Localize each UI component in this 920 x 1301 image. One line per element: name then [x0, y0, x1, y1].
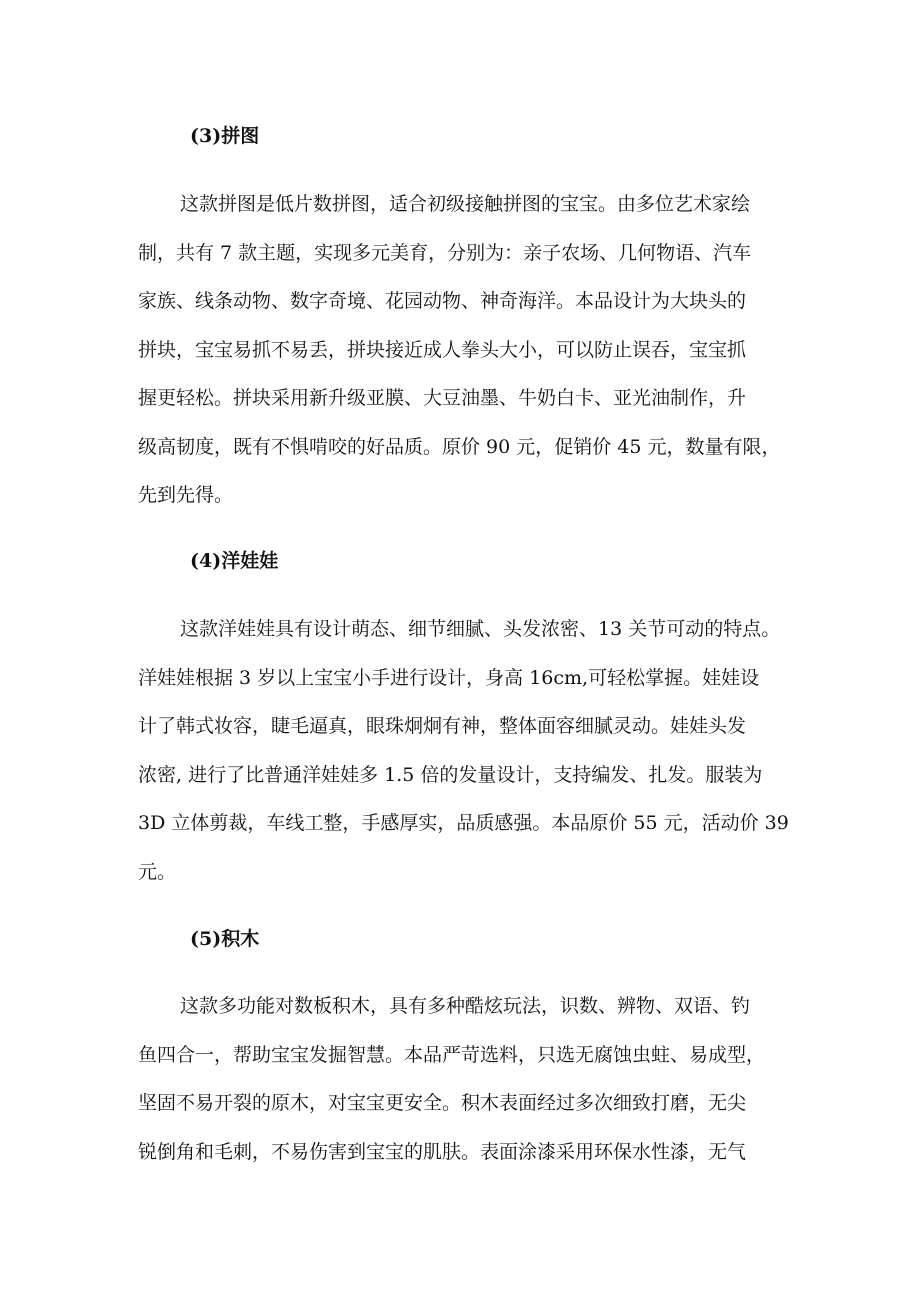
- paragraph-line: 浓密, 进行了比普通洋娃娃多 1.5 倍的发量设计，支持编发、扎发。服装为: [138, 763, 763, 786]
- section-paragraph-4: [138, 605, 794, 896]
- section-paragraph-3: [138, 180, 794, 520]
- section-heading-3: (3)拼图: [190, 125, 260, 147]
- paragraph-line: 元。: [138, 860, 177, 883]
- paragraph-line: 握更轻松。拼块采用新升级亚膜、大豆油墨、牛奶白卡、亚光油制作，升: [138, 387, 747, 409]
- section-heading-5: (5)积木: [190, 928, 260, 950]
- paragraph-line: 级高韧度，既有不惧啃咬的好品质。原价 90 元，促销价 45 元，数量有限，: [138, 435, 781, 458]
- paragraph-line: 锐倒角和毛刺，不易伤害到宝宝的肌肤。表面涂漆采用环保水性漆，无气: [138, 1140, 747, 1163]
- paragraph-line: 拼块，宝宝易抓不易丢，拼块接近成人拳头大小，可以防止误吞，宝宝抓: [138, 338, 747, 361]
- section-heading-4: (4)洋娃娃: [190, 550, 279, 572]
- paragraph-line: 这款洋娃娃具有设计萌态、细节细腻、头发浓密、13 关节可动的特点。: [180, 618, 781, 640]
- paragraph-line: 3D 立体剪裁，车线工整，手感厚实，品质感强。本品原价 55 元，活动价 39: [138, 812, 789, 834]
- section-paragraph-5: [138, 982, 794, 1176]
- paragraph-line: 这款拼图是低片数拼图，适合初级接触拼图的宝宝。由多位艺术家绘: [180, 193, 751, 215]
- paragraph-line: 先到先得。: [138, 484, 234, 506]
- paragraph-line: 鱼四合一，帮助宝宝发掘智慧。本品严苛选料，只选无腐蚀虫蛀、易成型，: [138, 1043, 766, 1066]
- paragraph-line: 洋娃娃根据 3 岁以上宝宝小手进行设计，身高 16cm,可轻松掌握。娃娃设: [138, 666, 760, 689]
- paragraph-line: 制，共有 7 款主题，实现多元美育，分别为：亲子农场、几何物语、汽车: [138, 241, 752, 264]
- paragraph-line: 坚固不易开裂的原木，对宝宝更安全。积木表面经过多次细致打磨，无尖: [138, 1092, 747, 1114]
- paragraph-line: 这款多功能对数板积木，具有多种酷炫玩法，识数、辨物、双语、钓: [180, 995, 751, 1017]
- paragraph-line: 家族、线条动物、数字奇境、花园动物、神奇海洋。本品设计为大块头的: [138, 290, 747, 312]
- paragraph-line: 计了韩式妆容，睫毛逼真，眼珠炯炯有神，整体面容细腻灵动。娃娃头发: [138, 715, 747, 737]
